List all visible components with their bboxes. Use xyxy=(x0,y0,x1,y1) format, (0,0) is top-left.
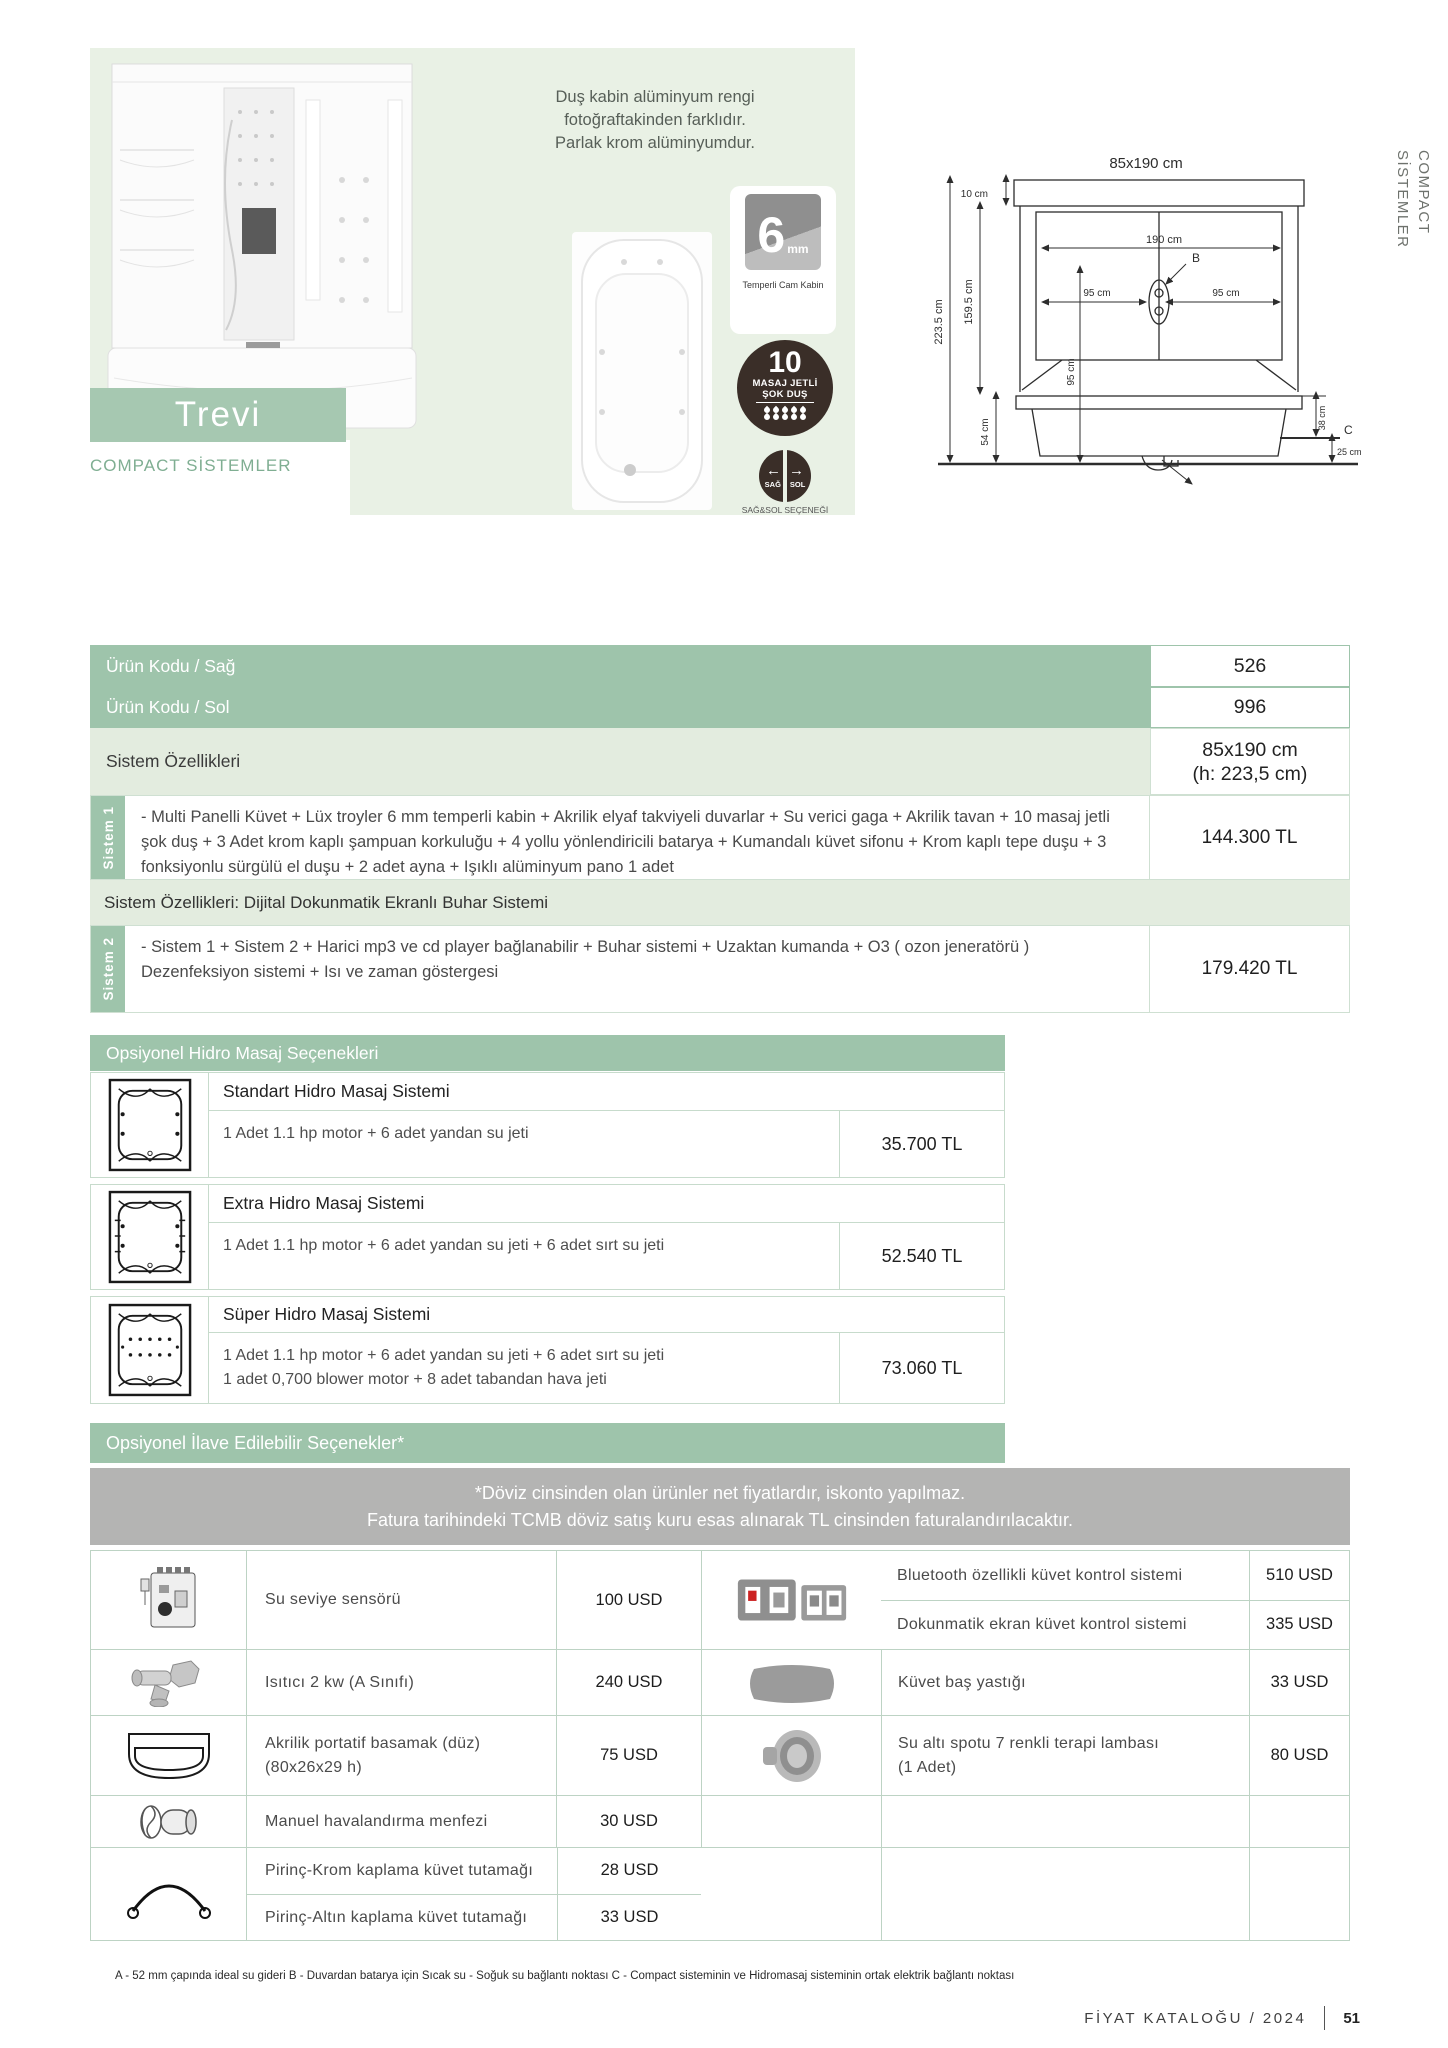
sistem2-description: - Sistem 1 + Sistem 2 + Harici mp3 ve cd player bağlanabilir + Buhar sistemi + Uzaktan kumanda + O3 ( ozon jeneratörü ) Dezenfeksiyon sistemi + Isı ve zaman göstergesi xyxy=(141,938,1030,981)
sistem1-row xyxy=(90,795,1350,880)
hydro-section-header: Opsiyonel Hidro Masaj Seçenekleri xyxy=(90,1035,1005,1071)
sistem1-price: 144.300 TL xyxy=(1149,796,1349,879)
grab-bar-options-cell xyxy=(246,1848,701,1940)
dim-right-upper: 38 cm xyxy=(1317,405,1327,431)
tub-top-view-icon xyxy=(91,1073,209,1177)
table-subrow xyxy=(247,1894,701,1941)
headrest-pillow-icon xyxy=(701,1650,881,1715)
sistem2-row xyxy=(90,925,1350,1013)
product-title-band xyxy=(90,388,346,442)
extras-item-label: Pirinç-Altın kaplama küvet tutamağı xyxy=(265,1908,528,1926)
extras-item-label: Su seviye sensörü xyxy=(246,1551,556,1649)
product-name: Trevi xyxy=(174,395,262,434)
underwater-spot-icon xyxy=(701,1716,881,1795)
extras-table xyxy=(90,1550,1350,1941)
dim-width: 190 cm xyxy=(1145,234,1183,246)
table-subrow xyxy=(881,1551,1349,1600)
dim-mid-height: 95 cm xyxy=(1066,358,1077,386)
extras-item-price: 100 USD xyxy=(556,1551,701,1649)
extras-section-header: Opsiyonel İlave Edilebilir Seçenekler* xyxy=(90,1423,1005,1463)
notice-line: Duş kabin alüminyum rengi xyxy=(555,88,755,106)
table-row xyxy=(91,1795,1349,1847)
system-size-value xyxy=(1150,728,1350,795)
system-features-label: Sistem Özellikleri xyxy=(106,751,241,771)
dim-base-height: 54 cm xyxy=(980,418,991,446)
disclaimer-line2: Fatura tarihindeki TCMB döviz satış kuru esas alınarak TL cinsinden faturalandırılacaktır. xyxy=(367,1509,1073,1530)
sistem1-tab: Sistem 1 xyxy=(91,796,125,879)
table-row xyxy=(90,687,1350,728)
empty-cell xyxy=(881,1796,1249,1847)
heater-icon xyxy=(91,1650,246,1715)
technical-drawing xyxy=(928,152,1365,487)
section-heading: COMPACT SİSTEMLER xyxy=(90,456,292,475)
extras-item-price: 33 USD xyxy=(1249,1650,1349,1715)
table-row xyxy=(90,645,1350,687)
glass-thickness-value: 6 xyxy=(757,207,786,263)
table-subrow xyxy=(247,1848,701,1894)
page-number: 51 xyxy=(1343,2009,1360,2027)
table-row xyxy=(91,1649,1349,1715)
extras-item-label: Bluetooth özellikli küvet kontrol sistemi xyxy=(897,1566,1183,1584)
point-b-label: B xyxy=(1192,251,1201,265)
page-side-label xyxy=(1390,150,1434,320)
extras-item-label: Pirinç-Krom kaplama küvet tutamağı xyxy=(265,1862,534,1880)
hydro-option-price: 73.060 TL xyxy=(839,1333,1004,1403)
tub-control-panels-icon xyxy=(701,1551,881,1649)
table-row xyxy=(91,1847,1349,1940)
hydro-option-extra xyxy=(90,1184,1005,1290)
spec-table xyxy=(90,645,1350,1013)
extras-item-price: 80 USD xyxy=(1249,1716,1349,1795)
disclaimer-line1: *Döviz cinsinden olan ürünler net fiyatlardır, iskonto yapılmaz. xyxy=(474,1483,966,1504)
extras-item-label: Manuel havalandırma menfezi xyxy=(246,1796,556,1847)
bathtub-photo xyxy=(572,232,712,510)
hydro-option-description: 1 Adet 1.1 hp motor + 6 adet yandan su jeti + 6 adet sırt su jeti 1 adet 0,700 blower motor + 8 adet tabandan hava jeti xyxy=(223,1347,665,1388)
dim-top-height: 10 cm xyxy=(960,189,988,200)
dim-right-lower: 25 cm xyxy=(1337,447,1362,457)
hydro-option-super xyxy=(90,1296,1005,1404)
dim-half-left: 95 cm xyxy=(1083,288,1111,299)
tempered-glass-badge xyxy=(730,186,836,334)
size-line2: (h: 223,5 cm) xyxy=(1192,762,1308,785)
empty-cell xyxy=(701,1848,881,1940)
tub-top-view-icon xyxy=(91,1297,209,1403)
glass-badge-label: Temperli Cam Kabin xyxy=(742,280,824,290)
extras-item-price: 28 USD xyxy=(557,1848,701,1894)
ventilation-grille-icon xyxy=(91,1796,246,1847)
table-row xyxy=(90,728,1350,795)
massage-jets-badge xyxy=(737,340,833,436)
extras-item-label: Su altı spotu 7 renkli terapi lambası (1 Adet) xyxy=(881,1716,1249,1795)
empty-cell xyxy=(1249,1796,1349,1847)
grab-bar-icon xyxy=(91,1848,246,1940)
hydro-option-title: Standart Hidro Masaj Sistemi xyxy=(209,1073,1004,1111)
control-systems-cell xyxy=(881,1551,1349,1649)
empty-cell xyxy=(1249,1848,1349,1940)
side-right-label: SOL xyxy=(789,479,806,489)
sistem2-tab: Sistem 2 xyxy=(91,926,125,1012)
left-right-arrows-icon: ← → xyxy=(766,461,804,479)
badge-split-line xyxy=(783,450,787,502)
point-c-label: C xyxy=(1344,423,1353,437)
catalog-title: FİYAT KATALOĞU / 2024 xyxy=(1084,2009,1307,2027)
extras-item-price: 335 USD xyxy=(1249,1601,1349,1650)
jets-divider xyxy=(756,402,814,403)
hydro-option-description: 1 Adet 1.1 hp motor + 6 adet yandan su jeti + 6 adet sırt su jeti xyxy=(223,1237,665,1254)
water-level-sensor-icon xyxy=(91,1551,246,1649)
product-code-right-value: 526 xyxy=(1150,645,1350,687)
jets-count: 10 xyxy=(768,346,802,379)
hydro-massage-section xyxy=(90,1035,1005,1404)
side-option-caption: SAĞ&SOL SEÇENEĞİ xyxy=(741,505,829,515)
page-footer xyxy=(1084,2006,1360,2030)
hydro-option-price: 35.700 TL xyxy=(839,1111,1004,1177)
extras-item-label: Isıtıcı 2 kw (A Sınıfı) xyxy=(246,1650,556,1715)
color-notice xyxy=(545,86,765,155)
footer-divider xyxy=(1324,2006,1325,2030)
currency-disclaimer xyxy=(90,1468,1350,1545)
steam-system-row: Sistem Özellikleri: Dijital Dokunmatik Ekranlı Buhar Sistemi xyxy=(90,880,1350,925)
jets-label-line2: ŞOK DUŞ xyxy=(762,389,808,400)
table-subrow xyxy=(881,1600,1349,1650)
side-left-label: SAĞ xyxy=(764,479,781,489)
sistem2-price: 179.420 TL xyxy=(1149,926,1349,1012)
connection-points-footnote: A - 52 mm çapında ideal su gideri B - Duvardan batarya için Sıcak su - Soğuk su bağlantı noktası C - Compact sisteminin ve Hidromasaj sisteminin ortak elektrik bağlantı noktası xyxy=(115,1970,1015,1982)
tub-top-view-icon xyxy=(91,1185,209,1289)
side-label-line1: COMPACT xyxy=(1415,150,1432,235)
hydro-option-price: 52.540 TL xyxy=(839,1223,1004,1289)
dim-total-height: 223.5 cm xyxy=(933,299,945,345)
shower-cabin-photo xyxy=(104,60,420,432)
notice-line: Parlak krom alüminyumdur. xyxy=(555,134,755,152)
dim-half-right: 95 cm xyxy=(1212,288,1240,299)
diagram-title: 85x190 cm xyxy=(1109,155,1183,172)
empty-cell xyxy=(881,1848,1249,1940)
sistem1-description: - Multi Panelli Küvet + Lüx troyler 6 mm temperli kabin + Akrilik elyaf takviyeli duvarlar + Su verici gaga + Akrilik tavan + 10 masaj jetli şok duş + 3 Adet krom kaplı şampuan korkuluğu + 4 yollu yönlendiricili batarya + Kumandalı küvet sifonu + Krom kaplı tepe duşu + 3 fonksiyonlu sürgülü el duşu + 2 adet ayna + Işıklı alüminyum pano 1 adet xyxy=(141,808,1110,876)
left-right-option-badge xyxy=(759,450,811,502)
extras-item-price: 510 USD xyxy=(1249,1551,1349,1600)
extras-item-price: 75 USD xyxy=(556,1716,701,1795)
water-drops-icon xyxy=(764,414,806,420)
table-row xyxy=(91,1715,1349,1795)
table-row xyxy=(91,1551,1349,1649)
hydro-option-description: 1 Adet 1.1 hp motor + 6 adet yandan su jeti xyxy=(223,1125,529,1142)
extras-item-price: 30 USD xyxy=(556,1796,701,1847)
dim-cabin-height: 159.5 cm xyxy=(963,279,975,325)
jets-label-line1: MASAJ JETLİ xyxy=(752,378,818,389)
notice-line: fotoğraftakinden farklıdır. xyxy=(564,111,746,129)
product-code-right-label: Ürün Kodu / Sağ xyxy=(106,655,236,676)
extras-item-label: Küvet baş yastığı xyxy=(881,1650,1249,1715)
size-line1: 85x190 cm xyxy=(1202,738,1298,761)
product-code-left-value: 996 xyxy=(1150,687,1350,728)
product-code-left-label: Ürün Kodu / Sol xyxy=(106,697,230,717)
side-label-line2: SİSTEMLER xyxy=(1394,150,1411,249)
extras-item-price: 240 USD xyxy=(556,1650,701,1715)
hydro-option-title: Extra Hidro Masaj Sistemi xyxy=(209,1185,1004,1223)
empty-cell xyxy=(701,1796,881,1847)
extras-item-label: Dokunmatik ekran küvet kontrol sistemi xyxy=(897,1616,1187,1634)
hydro-option-standart xyxy=(90,1072,1005,1178)
hydro-option-title: Süper Hidro Masaj Sistemi xyxy=(209,1297,1004,1333)
glass-thickness-unit: mm xyxy=(787,242,809,256)
extras-item-label: Akrilik portatif basamak (düz) (80x26x29 h) xyxy=(246,1716,556,1795)
acrylic-step-icon xyxy=(91,1716,246,1795)
glass-thickness-icon xyxy=(745,194,821,270)
extras-item-price: 33 USD xyxy=(557,1895,701,1941)
